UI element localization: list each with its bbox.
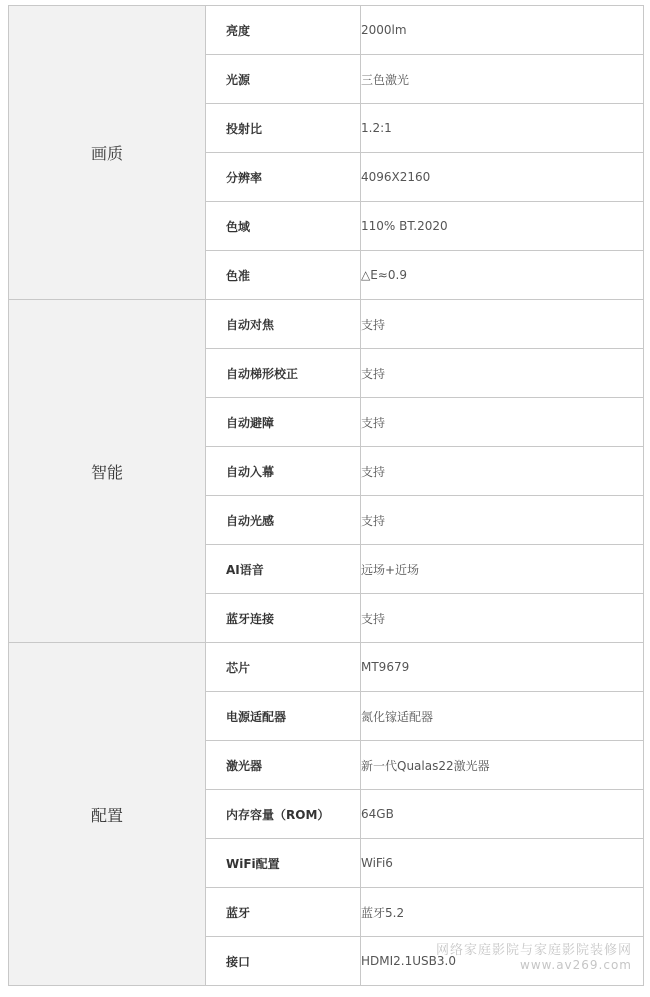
spec-value: 新一代Qualas22激光器 xyxy=(361,741,644,790)
spec-value: 支持 xyxy=(361,496,644,545)
watermark-site-name: 网络家庭影院与家庭影院装修网 xyxy=(435,943,632,958)
spec-key: 激光器 xyxy=(206,741,361,790)
group-label-configuration: 配置 xyxy=(9,643,206,986)
table-row xyxy=(9,643,644,692)
spec-value: 支持 xyxy=(361,594,644,643)
spec-key: 分辨率 xyxy=(206,153,361,202)
spec-value: 64GB xyxy=(361,790,644,839)
spec-value: 110% BT.2020 xyxy=(361,202,644,251)
spec-value: 蓝牙5.2 xyxy=(361,888,644,937)
spec-key: 电源适配器 xyxy=(206,692,361,741)
spec-value: HDMI2.1USB3.0 xyxy=(361,937,644,986)
spec-value: 支持 xyxy=(361,349,644,398)
spec-value: MT9679 xyxy=(361,643,644,692)
spec-key: 自动梯形校正 xyxy=(206,349,361,398)
spec-key: 投射比 xyxy=(206,104,361,153)
spec-value: 1.2:1 xyxy=(361,104,644,153)
spec-value: 远场+近场 xyxy=(361,545,644,594)
spec-key: 蓝牙 xyxy=(206,888,361,937)
spec-value: 支持 xyxy=(361,398,644,447)
spec-key: 亮度 xyxy=(206,6,361,55)
spec-key: 自动对焦 xyxy=(206,300,361,349)
spec-value: WiFi6 xyxy=(361,839,644,888)
spec-value: 支持 xyxy=(361,447,644,496)
table-row xyxy=(9,6,644,55)
spec-key: 自动光感 xyxy=(206,496,361,545)
spec-key: 内存容量（ROM） xyxy=(206,790,361,839)
spec-key: 色域 xyxy=(206,202,361,251)
group-label-smart: 智能 xyxy=(9,300,206,643)
spec-key: 自动入幕 xyxy=(206,447,361,496)
spec-key: 色准 xyxy=(206,251,361,300)
spec-value: 氮化镓适配器 xyxy=(361,692,644,741)
spec-key: 接口 xyxy=(206,937,361,986)
spec-key: 自动避障 xyxy=(206,398,361,447)
watermark-url: www.av269.com xyxy=(520,958,632,972)
spec-key: WiFi配置 xyxy=(206,839,361,888)
spec-key: AI语音 xyxy=(206,545,361,594)
spec-value: △E≈0.9 xyxy=(361,251,644,300)
table-row xyxy=(9,300,644,349)
spec-table xyxy=(8,5,644,986)
spec-value: 支持 xyxy=(361,300,644,349)
spec-key: 蓝牙连接 xyxy=(206,594,361,643)
spec-key: 光源 xyxy=(206,55,361,104)
spec-table-body xyxy=(9,6,644,986)
group-label-picture-quality: 画质 xyxy=(9,6,206,300)
spec-key: 芯片 xyxy=(206,643,361,692)
spec-value: 4096X2160 xyxy=(361,153,644,202)
spec-value: 三色激光 xyxy=(361,55,644,104)
spec-value: 2000lm xyxy=(361,6,644,55)
